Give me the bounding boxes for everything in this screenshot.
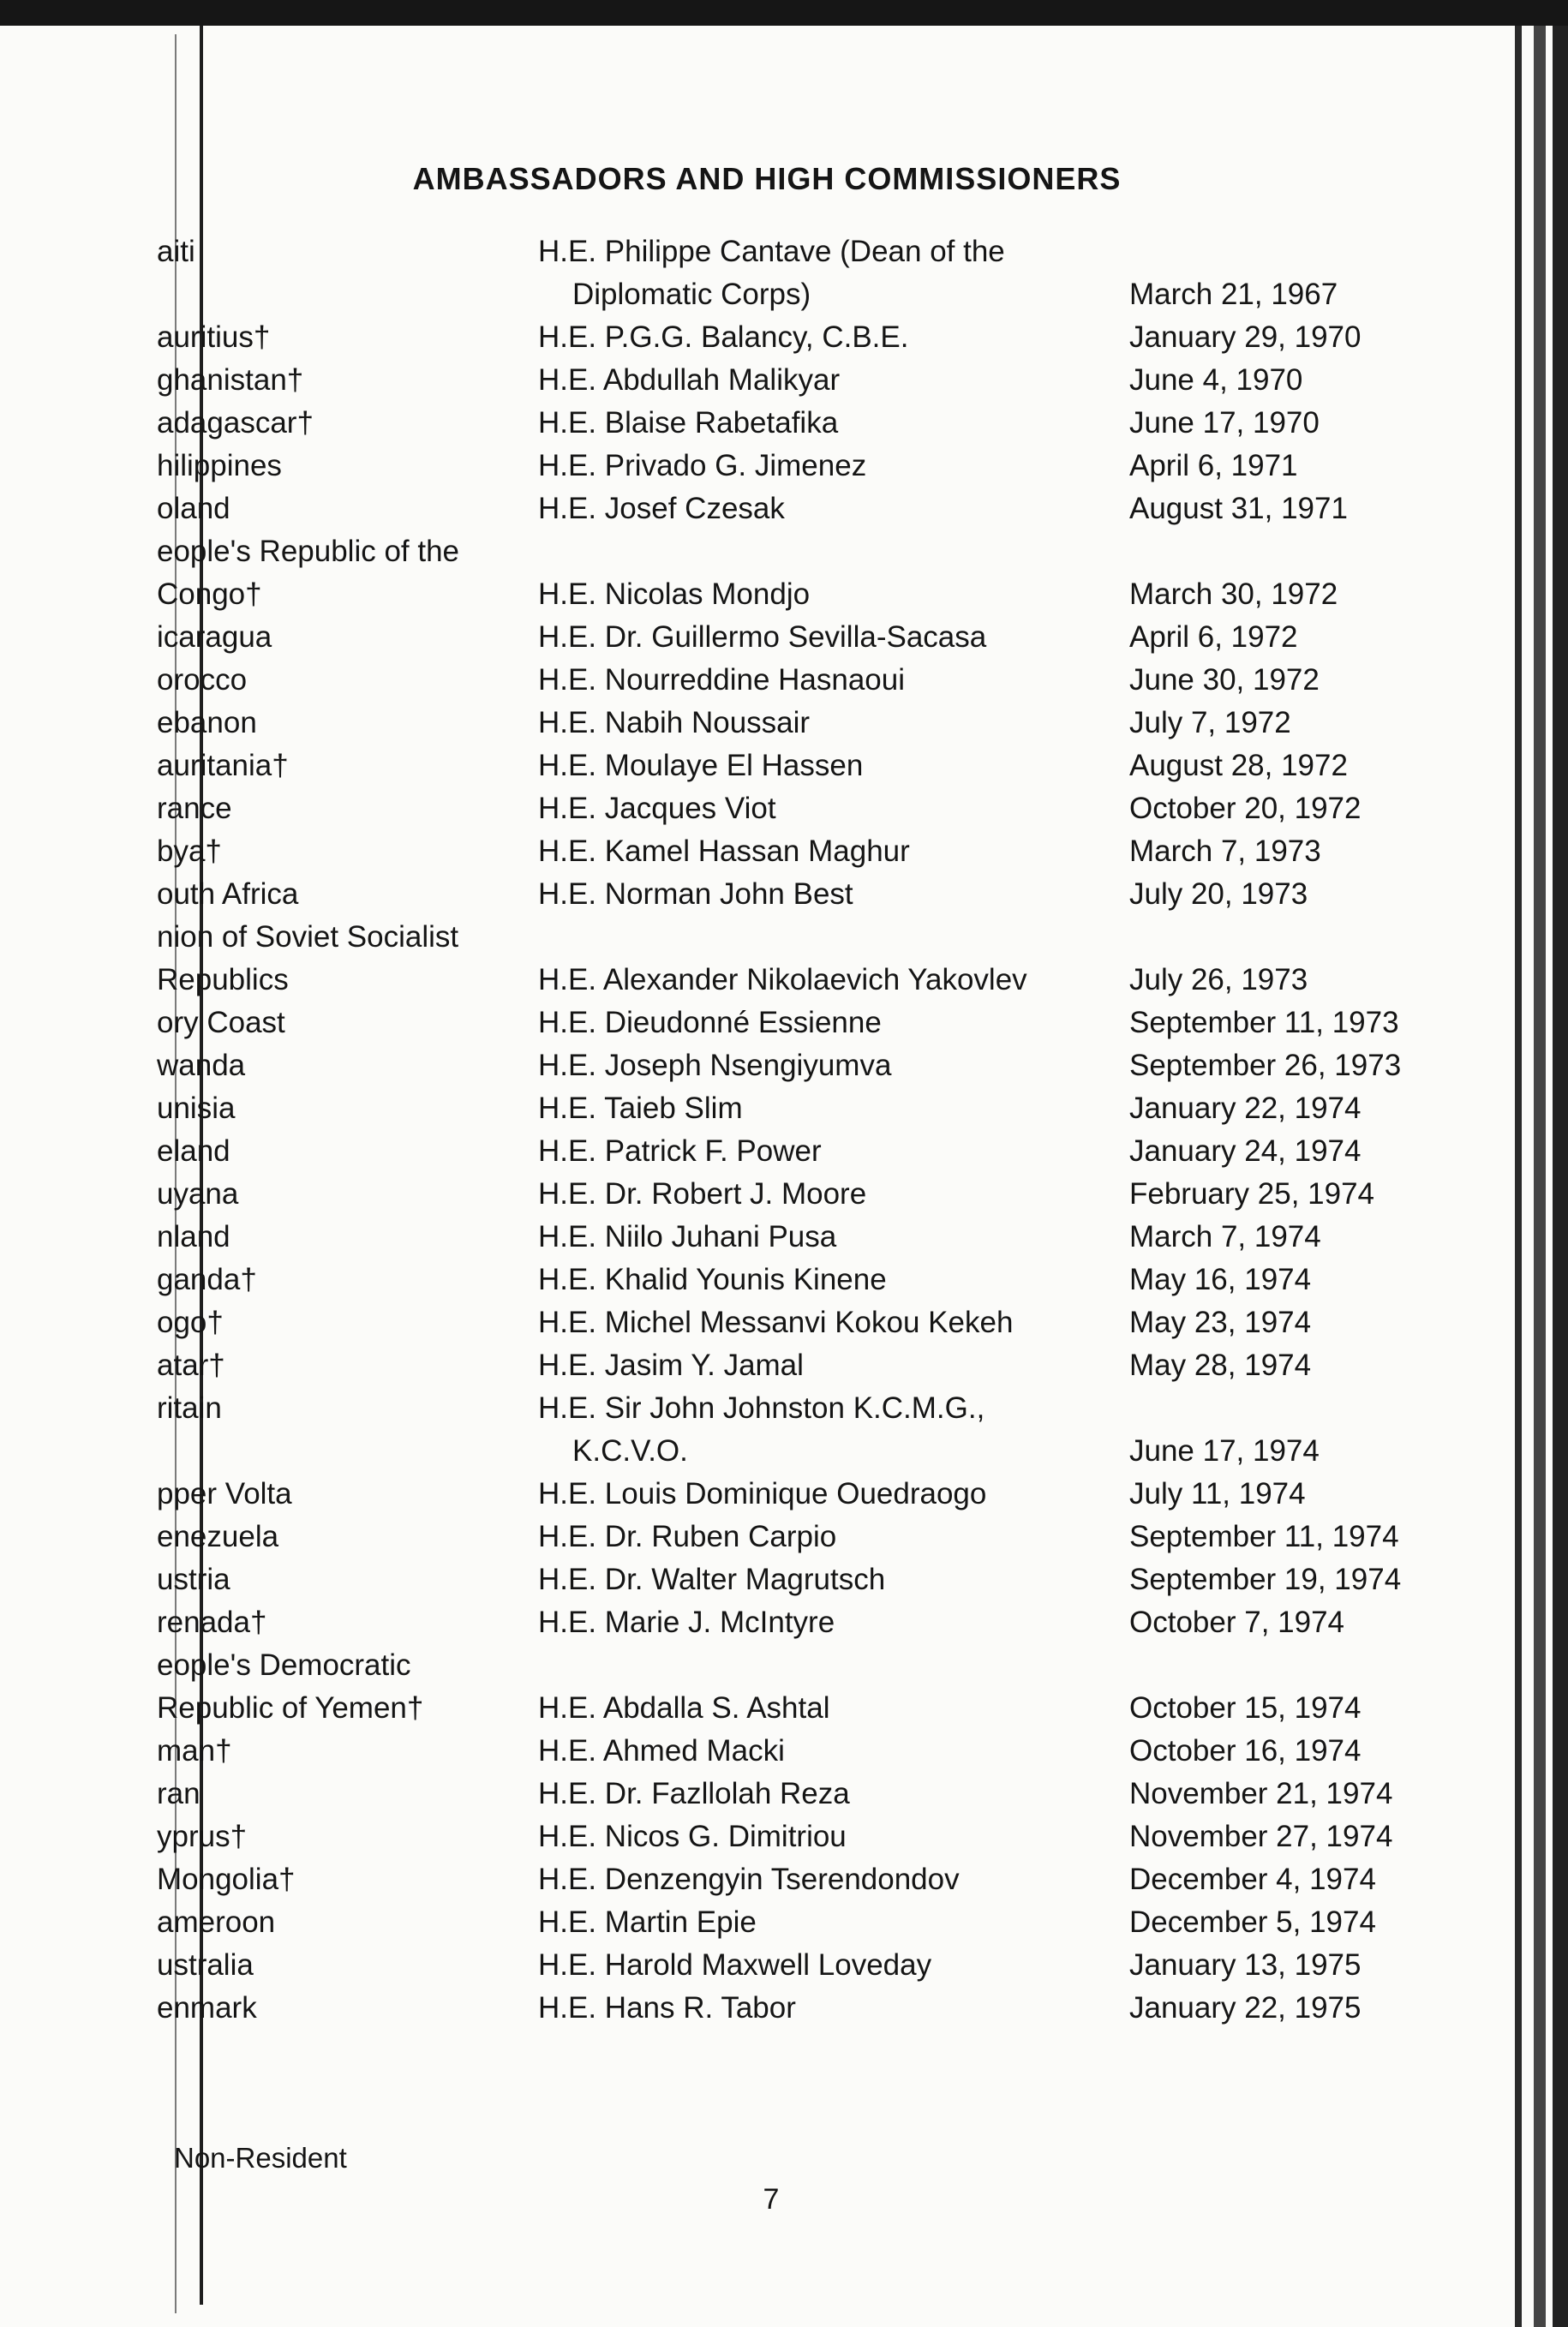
- list-item: [0, 447, 1508, 490]
- list-item: [0, 1775, 1508, 1818]
- list-item: [0, 1518, 1508, 1561]
- credentials-date: May 23, 1974: [1129, 1306, 1312, 1339]
- ambassador-name: H.E. Abdalla S. Ashtal: [538, 1691, 830, 1725]
- credentials-date: October 7, 1974: [1129, 1606, 1344, 1639]
- country-name: atar†: [157, 1349, 225, 1382]
- ambassador-name: H.E. Dieudonné Essienne: [538, 1006, 882, 1039]
- credentials-date: December 4, 1974: [1129, 1863, 1376, 1896]
- ambassador-name: H.E. Jasim Y. Jamal: [538, 1349, 804, 1382]
- list-item: [0, 1004, 1508, 1047]
- country-name: yprus†: [157, 1820, 248, 1853]
- country-name: man†: [157, 1734, 232, 1768]
- credentials-date: June 17, 1970: [1129, 406, 1320, 440]
- country-name: ganda†: [157, 1263, 257, 1296]
- ambassador-name: H.E. Ahmed Macki: [538, 1734, 785, 1768]
- ambassador-name: H.E. Taieb Slim: [538, 1092, 743, 1125]
- ambassador-name: Diplomatic Corps): [572, 278, 811, 311]
- page-edge-right-2: [1534, 26, 1546, 2327]
- ambassador-name: H.E. Dr. Ruben Carpio: [538, 1520, 837, 1553]
- credentials-date: September 11, 1973: [1129, 1006, 1399, 1039]
- credentials-date: October 20, 1972: [1129, 792, 1362, 825]
- list-item: [0, 876, 1508, 918]
- country-name: wanda: [157, 1049, 246, 1082]
- country-name: oland: [157, 492, 230, 525]
- list-item: [0, 1947, 1508, 1989]
- list-item: [0, 1861, 1508, 1904]
- country-name: uyana: [157, 1177, 239, 1211]
- ambassador-name: H.E. Martin Epie: [538, 1905, 757, 1939]
- ambassador-name: H.E. Denzengyin Tserendondov: [538, 1863, 960, 1896]
- ambassador-name: H.E. Norman John Best: [538, 877, 853, 911]
- ambassador-name: H.E. Louis Dominique Ouedraogo: [538, 1477, 987, 1510]
- ambassador-name: H.E. Niilo Juhani Pusa: [538, 1220, 837, 1253]
- list-item: [0, 1647, 1508, 1690]
- ambassador-name: H.E. Hans R. Tabor: [538, 1991, 796, 2025]
- country-name: nion of Soviet Socialist: [157, 920, 459, 954]
- credentials-date: October 15, 1974: [1129, 1691, 1362, 1725]
- country-name: enmark: [157, 1991, 257, 2025]
- list-item: [0, 918, 1508, 961]
- list-item: [0, 704, 1508, 747]
- list-item: [0, 1304, 1508, 1347]
- credentials-date: January 22, 1974: [1129, 1092, 1362, 1125]
- credentials-date: December 5, 1974: [1129, 1905, 1376, 1939]
- credentials-date: June 17, 1974: [1129, 1434, 1320, 1468]
- country-name: unisia: [157, 1092, 236, 1125]
- country-name: rance: [157, 792, 232, 825]
- list-item: [0, 1218, 1508, 1261]
- country-name: orocco: [157, 663, 248, 697]
- page-title: AMBASSADORS AND HIGH COMMISSIONERS: [412, 161, 1122, 196]
- country-name: adagascar†: [157, 406, 314, 440]
- credentials-date: October 16, 1974: [1129, 1734, 1362, 1768]
- list-item: [0, 233, 1508, 276]
- list-item: [0, 1989, 1508, 2032]
- ambassador-name: H.E. Joseph Nsengiyumva: [538, 1049, 892, 1082]
- ambassador-name: K.C.V.O.: [572, 1434, 688, 1468]
- ambassador-name: H.E. Nabih Noussair: [538, 706, 811, 739]
- list-item: [0, 1732, 1508, 1775]
- country-name: enezuela: [157, 1520, 279, 1553]
- ambassador-name: H.E. Nicos G. Dimitriou: [538, 1820, 847, 1853]
- scan-top-edge: [0, 0, 1568, 26]
- ambassador-name: H.E. Dr. Walter Magrutsch: [538, 1563, 886, 1596]
- country-name: renada†: [157, 1606, 267, 1639]
- page-edge-right-3: [1553, 26, 1568, 2327]
- list-item: [0, 1133, 1508, 1175]
- list-item: [0, 490, 1508, 533]
- country-name: ritain: [157, 1391, 222, 1425]
- country-name: ory Coast: [157, 1006, 285, 1039]
- credentials-date: September 19, 1974: [1129, 1563, 1402, 1596]
- country-name: eople's Democratic: [157, 1648, 411, 1682]
- credentials-date: March 7, 1973: [1129, 834, 1321, 868]
- ambassador-name: H.E. Privado G. Jimenez: [538, 449, 867, 482]
- footnote: Non-Resident: [174, 2142, 347, 2174]
- page-number: 7: [763, 2183, 780, 2216]
- country-name: outh Africa: [157, 877, 299, 911]
- country-name: ghanistan†: [157, 363, 304, 397]
- credentials-date: November 21, 1974: [1129, 1777, 1393, 1810]
- ambassador-name: H.E. Alexander Nikolaevich Yakovlev: [538, 963, 1027, 996]
- list-item: [0, 319, 1508, 362]
- credentials-date: September 11, 1974: [1129, 1520, 1399, 1553]
- credentials-date: November 27, 1974: [1129, 1820, 1393, 1853]
- country-name: ameroon: [157, 1905, 276, 1939]
- credentials-date: August 28, 1972: [1129, 749, 1348, 782]
- country-name: nland: [157, 1220, 230, 1253]
- list-item: [0, 1347, 1508, 1390]
- page-edge-right: [1515, 26, 1522, 2327]
- ambassador-name: H.E. Nourreddine Hasnaoui: [538, 663, 906, 697]
- credentials-date: May 28, 1974: [1129, 1349, 1312, 1382]
- country-name: auritius†: [157, 320, 271, 354]
- ambassador-name: H.E. Jacques Viot: [538, 792, 776, 825]
- list-item: [0, 790, 1508, 833]
- credentials-date: March 21, 1967: [1129, 278, 1338, 311]
- list-item: [0, 833, 1508, 876]
- credentials-date: September 26, 1973: [1129, 1049, 1402, 1082]
- country-name: bya†: [157, 834, 222, 868]
- credentials-date: April 6, 1971: [1129, 449, 1298, 482]
- country-name: Mongolia†: [157, 1863, 296, 1896]
- ambassador-name: H.E. Khalid Younis Kinene: [538, 1263, 887, 1296]
- credentials-date: June 4, 1970: [1129, 363, 1303, 397]
- list-item: [0, 1475, 1508, 1518]
- ambassador-name: H.E. Nicolas Mondjo: [538, 577, 811, 611]
- credentials-date: July 20, 1973: [1129, 877, 1308, 911]
- credentials-date: July 26, 1973: [1129, 963, 1308, 996]
- ambassador-name: H.E. Abdullah Malikyar: [538, 363, 841, 397]
- list-item: [0, 1904, 1508, 1947]
- ambassador-name: H.E. Dr. Fazllolah Reza: [538, 1777, 850, 1810]
- ambassador-name: H.E. Harold Maxwell Loveday: [538, 1948, 932, 1982]
- list-item: [0, 661, 1508, 704]
- ambassador-name: H.E. Josef Czesak: [538, 492, 785, 525]
- list-item: [0, 1261, 1508, 1304]
- ambassador-name: H.E. Blaise Rabetafika: [538, 406, 839, 440]
- list-item: [0, 1047, 1508, 1090]
- ambassador-name: H.E. Michel Messanvi Kokou Kekeh: [538, 1306, 1014, 1339]
- list-item: [0, 533, 1508, 576]
- ambassador-name: H.E. Kamel Hassan Maghur: [538, 834, 910, 868]
- list-item: [0, 747, 1508, 790]
- list-item: [0, 576, 1508, 619]
- ambassador-name: H.E. Marie J. McIntyre: [538, 1606, 835, 1639]
- credentials-date: February 25, 1974: [1129, 1177, 1375, 1211]
- list-item: [0, 1561, 1508, 1604]
- ambassador-name: H.E. Dr. Guillermo Sevilla-Sacasa: [538, 620, 987, 654]
- country-name: ustria: [157, 1563, 230, 1596]
- country-name: auritania†: [157, 749, 289, 782]
- country-name: ogo†: [157, 1306, 224, 1339]
- credentials-date: March 30, 1972: [1129, 577, 1338, 611]
- list-item: [0, 276, 1508, 319]
- country-name: Congo†: [157, 577, 262, 611]
- country-name: Republics: [157, 963, 289, 996]
- country-name: ustralia: [157, 1948, 254, 1982]
- list-item: [0, 404, 1508, 447]
- credentials-date: January 22, 1975: [1129, 1991, 1362, 2025]
- country-name: eople's Republic of the: [157, 535, 460, 568]
- credentials-date: May 16, 1974: [1129, 1263, 1312, 1296]
- country-name: ran: [157, 1777, 200, 1810]
- country-name: pper Volta: [157, 1477, 292, 1510]
- ambassador-name: H.E. P.G.G. Balancy, C.B.E.: [538, 320, 909, 354]
- ambassador-name: H.E. Philippe Cantave (Dean of the: [538, 235, 1005, 268]
- ambassador-name: H.E. Sir John Johnston K.C.M.G.,: [538, 1391, 985, 1425]
- list-item: [0, 362, 1508, 404]
- ambassador-name: H.E. Moulaye El Hassen: [538, 749, 864, 782]
- country-name: aiti: [157, 235, 195, 268]
- list-item: [0, 1090, 1508, 1133]
- country-name: icaragua: [157, 620, 272, 654]
- list-item: [0, 1690, 1508, 1732]
- country-name: hilippines: [157, 449, 282, 482]
- list-item: [0, 1604, 1508, 1647]
- country-name: Republic of Yemen†: [157, 1691, 424, 1725]
- list-item: [0, 961, 1508, 1004]
- credentials-date: August 31, 1971: [1129, 492, 1348, 525]
- credentials-date: July 7, 1972: [1129, 706, 1291, 739]
- list-item: [0, 619, 1508, 661]
- list-item: [0, 1818, 1508, 1861]
- country-name: eland: [157, 1134, 230, 1168]
- ambassador-name: H.E. Dr. Robert J. Moore: [538, 1177, 867, 1211]
- list-item: [0, 1433, 1508, 1475]
- credentials-date: January 13, 1975: [1129, 1948, 1362, 1982]
- credentials-date: January 24, 1974: [1129, 1134, 1362, 1168]
- ambassador-name: H.E. Patrick F. Power: [538, 1134, 822, 1168]
- list-item: [0, 1390, 1508, 1433]
- credentials-date: July 11, 1974: [1129, 1477, 1306, 1510]
- list-item: [0, 1175, 1508, 1218]
- credentials-date: March 7, 1974: [1129, 1220, 1321, 1253]
- credentials-date: April 6, 1972: [1129, 620, 1298, 654]
- credentials-date: June 30, 1972: [1129, 663, 1320, 697]
- credentials-date: January 29, 1970: [1129, 320, 1362, 354]
- country-name: ebanon: [157, 706, 257, 739]
